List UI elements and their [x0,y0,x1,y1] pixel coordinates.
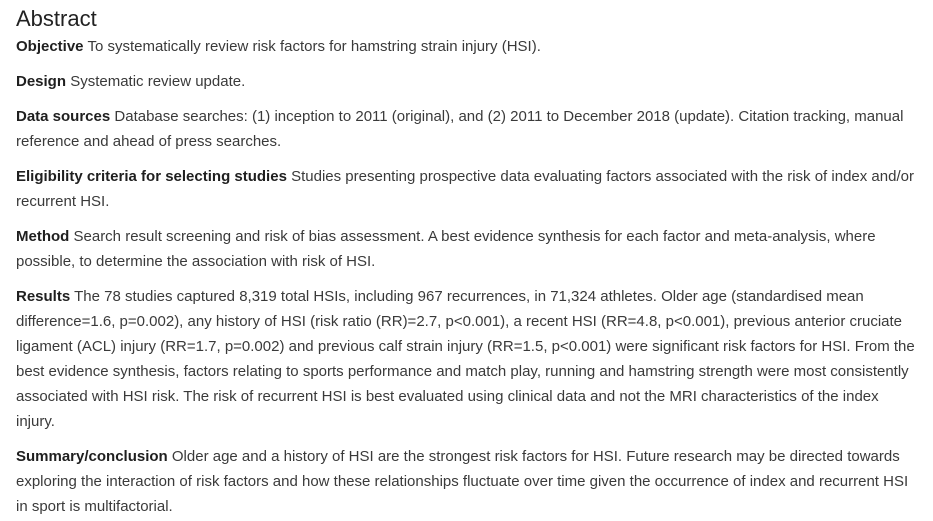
section-data-sources [16,104,917,154]
section-eligibility-criteria [16,164,917,214]
section-label: Eligibility criteria for selecting studies [16,168,287,185]
section-label: Design [16,73,67,90]
section-results [16,284,917,434]
section-text: Studies presenting prospective data evaluating factors associated with the risk of index and/or recurrent HSI. [16,168,914,210]
section-text: Database searches: (1) inception to 2011 (original), and (2) 2011 to December 2018 (update). Citation tracking, manual reference and ahead of press searches. [16,108,904,150]
section-text: The 78 studies captured 8,319 total HSIs, including 967 recurrences, in 71,324 athletes. Older age (standardised mean difference=1.6, p=0.002), any history of HSI (risk ratio (RR)=2.7, p<0.001), a recent HSI (RR=4.8, p<0.001), previous anterior cruciate ligament (ACL) injury (RR=1.7, p=0.002) and previous calf strain injury (RR=1.5, p<0.001) were significant risk factors for HSI. From the best evidence synthesis, factors relating to sports performance and match play, running and hamstring strength were most consistently associated with HSI risk. The risk of recurrent HSI is best evaluated using clinical data and not the MRI characteristics of the index injury. [16,288,915,430]
section-text: Systematic review update. [70,73,246,90]
section-text: Search result screening and risk of bias assessment. A best evidence synthesis for each factor and meta-analysis, where possible, to determine the association with risk of HSI. [16,228,876,270]
section-objective [16,34,917,59]
section-label: Data sources [16,108,111,125]
section-label: Method [16,228,70,245]
section-label: Objective [16,38,84,55]
section-text: Older age and a history of HSI are the strongest risk factors for HSI. Future research may be directed towards exploring the interaction of risk factors and how these relationships fluctuate over time given the occurrence of index and recurrent HSI in sport is multifactorial. [16,448,909,515]
section-label: Summary/conclusion [16,448,168,465]
section-text: To systematically review risk factors for hamstring strain injury (HSI). [87,38,541,55]
section-summary-conclusion [16,444,917,519]
section-method [16,224,917,274]
section-design [16,69,917,94]
abstract-heading: Abstract [16,6,97,31]
section-label: Results [16,288,71,305]
